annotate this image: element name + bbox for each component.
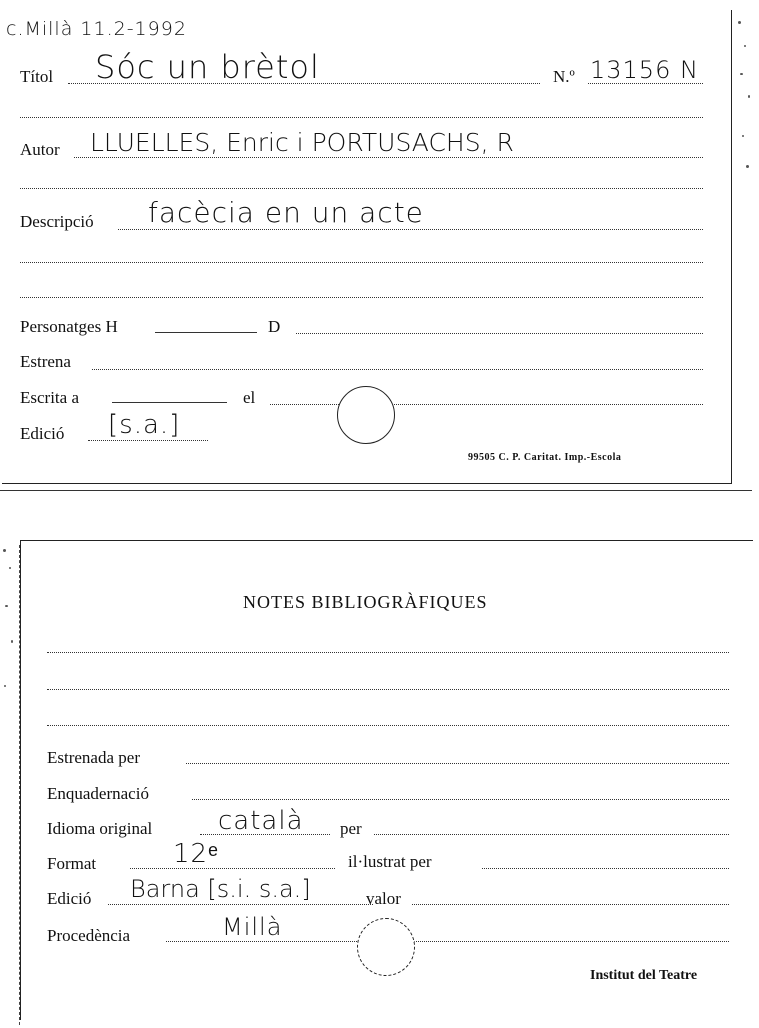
idioma-value: català [218, 806, 304, 836]
procedencia-value: Millà [222, 913, 283, 941]
valor-line [412, 904, 729, 905]
escrita-el-label: el [243, 388, 256, 407]
scan-noise-left [0, 545, 18, 745]
estrena-line [92, 369, 703, 370]
idioma-label: Idioma original [47, 819, 153, 838]
punch-hole-front [337, 386, 395, 444]
back-card-left-edge [19, 545, 20, 1025]
front-card-bottom-edge [0, 490, 752, 491]
estrena-label: Estrena [20, 352, 71, 371]
valor-label: valor [366, 889, 401, 908]
idioma-per-label: per [340, 819, 362, 838]
enquadernacio-label: Enquadernació [47, 784, 149, 803]
enquadernacio-line [192, 799, 729, 800]
back-edicio-label: Edició [47, 889, 92, 908]
autor-extra-line [20, 188, 703, 189]
escrita-a-line [112, 402, 227, 403]
back-edicio-line [108, 904, 373, 905]
numero-label: N.º [553, 67, 575, 86]
back-edicio-value: Barna [s.i. s.a.] [130, 875, 311, 903]
autor-value: LLUELLES, Enric i PORTUSACHS, R [90, 128, 514, 157]
archive-note: c.Millà 11.2-1992 [6, 18, 187, 40]
notes-line-2 [47, 689, 729, 690]
titol-value: Sóc un brètol [95, 48, 320, 86]
illustrat-line [482, 868, 729, 869]
punch-hole-back [357, 918, 415, 976]
procedencia-line [166, 941, 729, 942]
titol-extra-line [20, 117, 703, 118]
edicio-value: [s.a.] [108, 410, 181, 440]
descripcio-line [118, 229, 703, 230]
edicio-label: Edició [20, 424, 65, 443]
scan-noise-right [736, 15, 756, 235]
descripcio-extra-line-2 [20, 297, 703, 298]
escrita-label: Escrita a [20, 388, 79, 407]
descripcio-value: facècia en un acte [148, 196, 424, 229]
personatges-d-label: D [268, 317, 281, 336]
descripcio-extra-line-1 [20, 262, 703, 263]
personatges-d-line [296, 333, 703, 334]
notes-line-1 [47, 652, 729, 653]
illustrat-label: il·lustrat per [348, 852, 432, 871]
format-value: 12ᵉ [173, 839, 219, 869]
personatges-label: Personatges H [20, 317, 118, 336]
autor-line [74, 157, 703, 158]
escrita-el-line [270, 404, 703, 405]
titol-label: Títol [20, 67, 54, 86]
idioma-per-line [374, 834, 729, 835]
estrenada-line [186, 763, 729, 764]
procedencia-label: Procedència [47, 926, 131, 945]
printer-imprint: 99505 C. P. Caritat. Imp.-Escola [468, 452, 622, 463]
format-line [130, 868, 335, 869]
notes-line-3 [47, 725, 729, 726]
personatges-h-line [155, 332, 257, 333]
descripcio-label: Descripció [20, 212, 94, 231]
notes-heading: NOTES BIBLIOGRÀFIQUES [243, 592, 488, 612]
institution-imprint: Institut del Teatre [590, 968, 698, 983]
estrenada-label: Estrenada per [47, 748, 140, 767]
autor-label: Autor [20, 140, 60, 159]
edicio-line [88, 440, 208, 441]
format-label: Format [47, 854, 97, 873]
numero-value: 13156 N [590, 56, 699, 84]
